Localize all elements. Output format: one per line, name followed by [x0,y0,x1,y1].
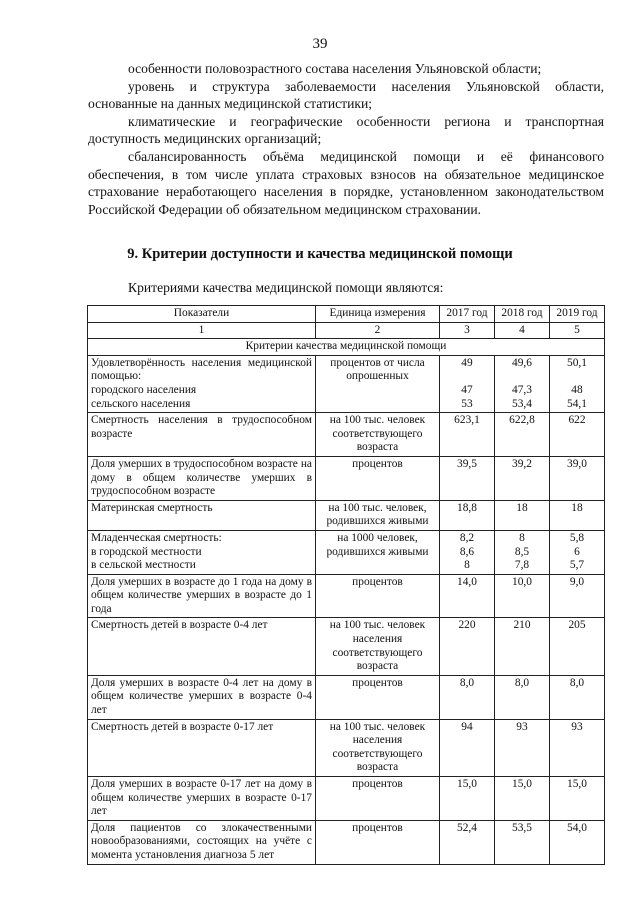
indicator-name: Доля умерших в возрасте 0-4 лет на дому в общем количестве умерших в возрасте 0-4 лет [88,675,316,719]
unit-cell: на 100 тыс. человек, родившихся живыми [316,500,440,530]
indicator-subname: городского населения [91,383,197,396]
value-2018: 10,0 [495,574,550,618]
value-2018: 210 [495,618,550,675]
value-2017: 18,8 [440,500,495,530]
table-row [88,618,605,675]
table-row [88,530,605,574]
indicator-name: Смертность детей в возрасте 0-4 лет [88,618,316,675]
value-2018: 15,0 [495,777,550,821]
indicator-name: Смертность населения в трудоспособном возрасте [88,413,316,457]
value-2019: 54,1 [567,397,587,410]
header-cell: Показатели [88,306,316,323]
value-2017: 53 [461,397,473,410]
value-2019: 15,0 [550,777,605,821]
table-row [88,500,605,530]
paragraph: климатические и географические особенности региона и транспортная доступность медицинских организаций; [88,113,604,147]
intro-text: Критериями качества медицинской помощи являются: [128,280,444,295]
value-2018: 39,2 [495,456,550,500]
indicator-subname: в городской местности [91,545,202,558]
table-row [88,413,605,457]
indicator-name: Доля умерших в трудоспособном возрасте на дому в общем количестве умерших в трудоспособном возрасте [88,456,316,500]
column-number-row [88,322,605,339]
value-2018: 622,8 [495,413,550,457]
value-2018: 49,6 [512,356,532,369]
table-header-row [88,306,605,323]
value-2017: 8,6 [459,545,475,558]
value-2017: 39,5 [440,456,495,500]
header-cell: 2017 год [440,306,495,323]
criteria-table [87,305,605,865]
unit-cell: процентов [316,574,440,618]
column-number: 5 [550,322,605,339]
unit-cell: процентов [316,675,440,719]
value-2018: 18 [495,500,550,530]
header-cell: Единица измерения [316,306,440,323]
value-2018: 93 [495,719,550,776]
value-2017: 49 [461,356,473,369]
value-2017: 14,0 [440,574,495,618]
value-2019: 39,0 [550,456,605,500]
body-text [88,60,604,218]
table-row [88,355,605,412]
column-number: 3 [440,322,495,339]
value-2018: 8,0 [495,675,550,719]
table-row [88,456,605,500]
indicator-name: Удовлетворённость населения медицинской помощью: [91,356,312,383]
value-2017: 8,2 [459,531,475,544]
value-2019: 93 [550,719,605,776]
column-number: 1 [88,322,316,339]
indicator-name: Младенческая смертность: [91,531,222,544]
value-2019: 54,0 [550,820,605,864]
page-number: 39 [312,36,328,52]
paragraph: уровень и структура заболеваемости населения Ульяновской области, основанные на данных медицинской статистики; [88,78,604,112]
value-2019: 9,0 [550,574,605,618]
value-2019: 50,1 [567,356,587,369]
value-2018: 53,4 [512,397,532,410]
value-2019: 48 [571,383,583,396]
unit-cell: на 100 тыс. человек соответствующего возраста [316,413,440,457]
value-2018: 8 [519,531,525,544]
value-2018: 53,5 [495,820,550,864]
unit-cell: процентов [316,777,440,821]
unit-cell: на 1000 человек, родившихся живыми [316,530,440,574]
value-2019: 6 [574,545,580,558]
header-cell: 2018 год [495,306,550,323]
table-row [88,820,605,864]
group-title-row [88,339,605,356]
column-number: 4 [495,322,550,339]
value-2019: 622 [550,413,605,457]
paragraph: сбалансированность объёма медицинской помощи и её финансового обеспечения, в том числе уплата страховых взносов на обязательное медицинское страхование неработающего населения в порядке, установленном законодательством Российской Федерации об обязательном медицинском страховании. [88,148,604,217]
indicator-subname: сельского населения [91,397,191,410]
value-2019: 5,8 [569,531,585,544]
unit-cell: на 100 тыс. человек населения соответствующего возраста [316,618,440,675]
indicator-name: Материнская смертность [88,500,316,530]
value-2017: 623,1 [440,413,495,457]
header-cell: 2019 год [550,306,605,323]
value-2019: 205 [550,618,605,675]
indicator-name: Смертность детей в возрасте 0-17 лет [88,719,316,776]
table-row [88,777,605,821]
group-title: Критерии качества медицинской помощи [88,339,605,356]
value-2019: 8,0 [550,675,605,719]
value-2018: 7,8 [514,559,530,572]
indicator-name: Доля пациентов со злокачественными новообразованиями, состоящих на учёте с момента установления диагноза 5 лет [88,820,316,864]
value-2017: 15,0 [440,777,495,821]
indicator-subname: в сельской местности [91,559,196,572]
unit-cell: процентов [316,820,440,864]
indicator-name: Доля умерших в возрасте до 1 года на дому в общем количестве умерших в возрасте до 1 года [88,574,316,618]
value-2017: 47 [461,383,473,396]
value-2017: 220 [440,618,495,675]
value-2018: 8,5 [514,545,530,558]
table-row [88,719,605,776]
value-2019: 5,7 [569,559,585,572]
value-2017: 8 [464,559,470,572]
unit-cell: процентов [316,456,440,500]
indicator-name: Доля умерших в возрасте 0-17 лет на дому в общем количестве умерших в возрасте 0-17 лет [88,777,316,821]
unit-cell: на 100 тыс. человек населения соответствующего возраста [316,719,440,776]
unit-cell: процентов от числа опрошенных [316,355,440,412]
value-2017: 52,4 [440,820,495,864]
value-2019: 18 [550,500,605,530]
section-title: 9. Критерии доступности и качества медицинской помощи [127,246,513,262]
value-2018: 47,3 [512,383,532,396]
value-2017: 94 [440,719,495,776]
paragraph: особенности половозрастного состава населения Ульяновской области; [128,61,542,76]
value-2017: 8,0 [440,675,495,719]
column-number: 2 [316,322,440,339]
table-row [88,675,605,719]
table-row [88,574,605,618]
